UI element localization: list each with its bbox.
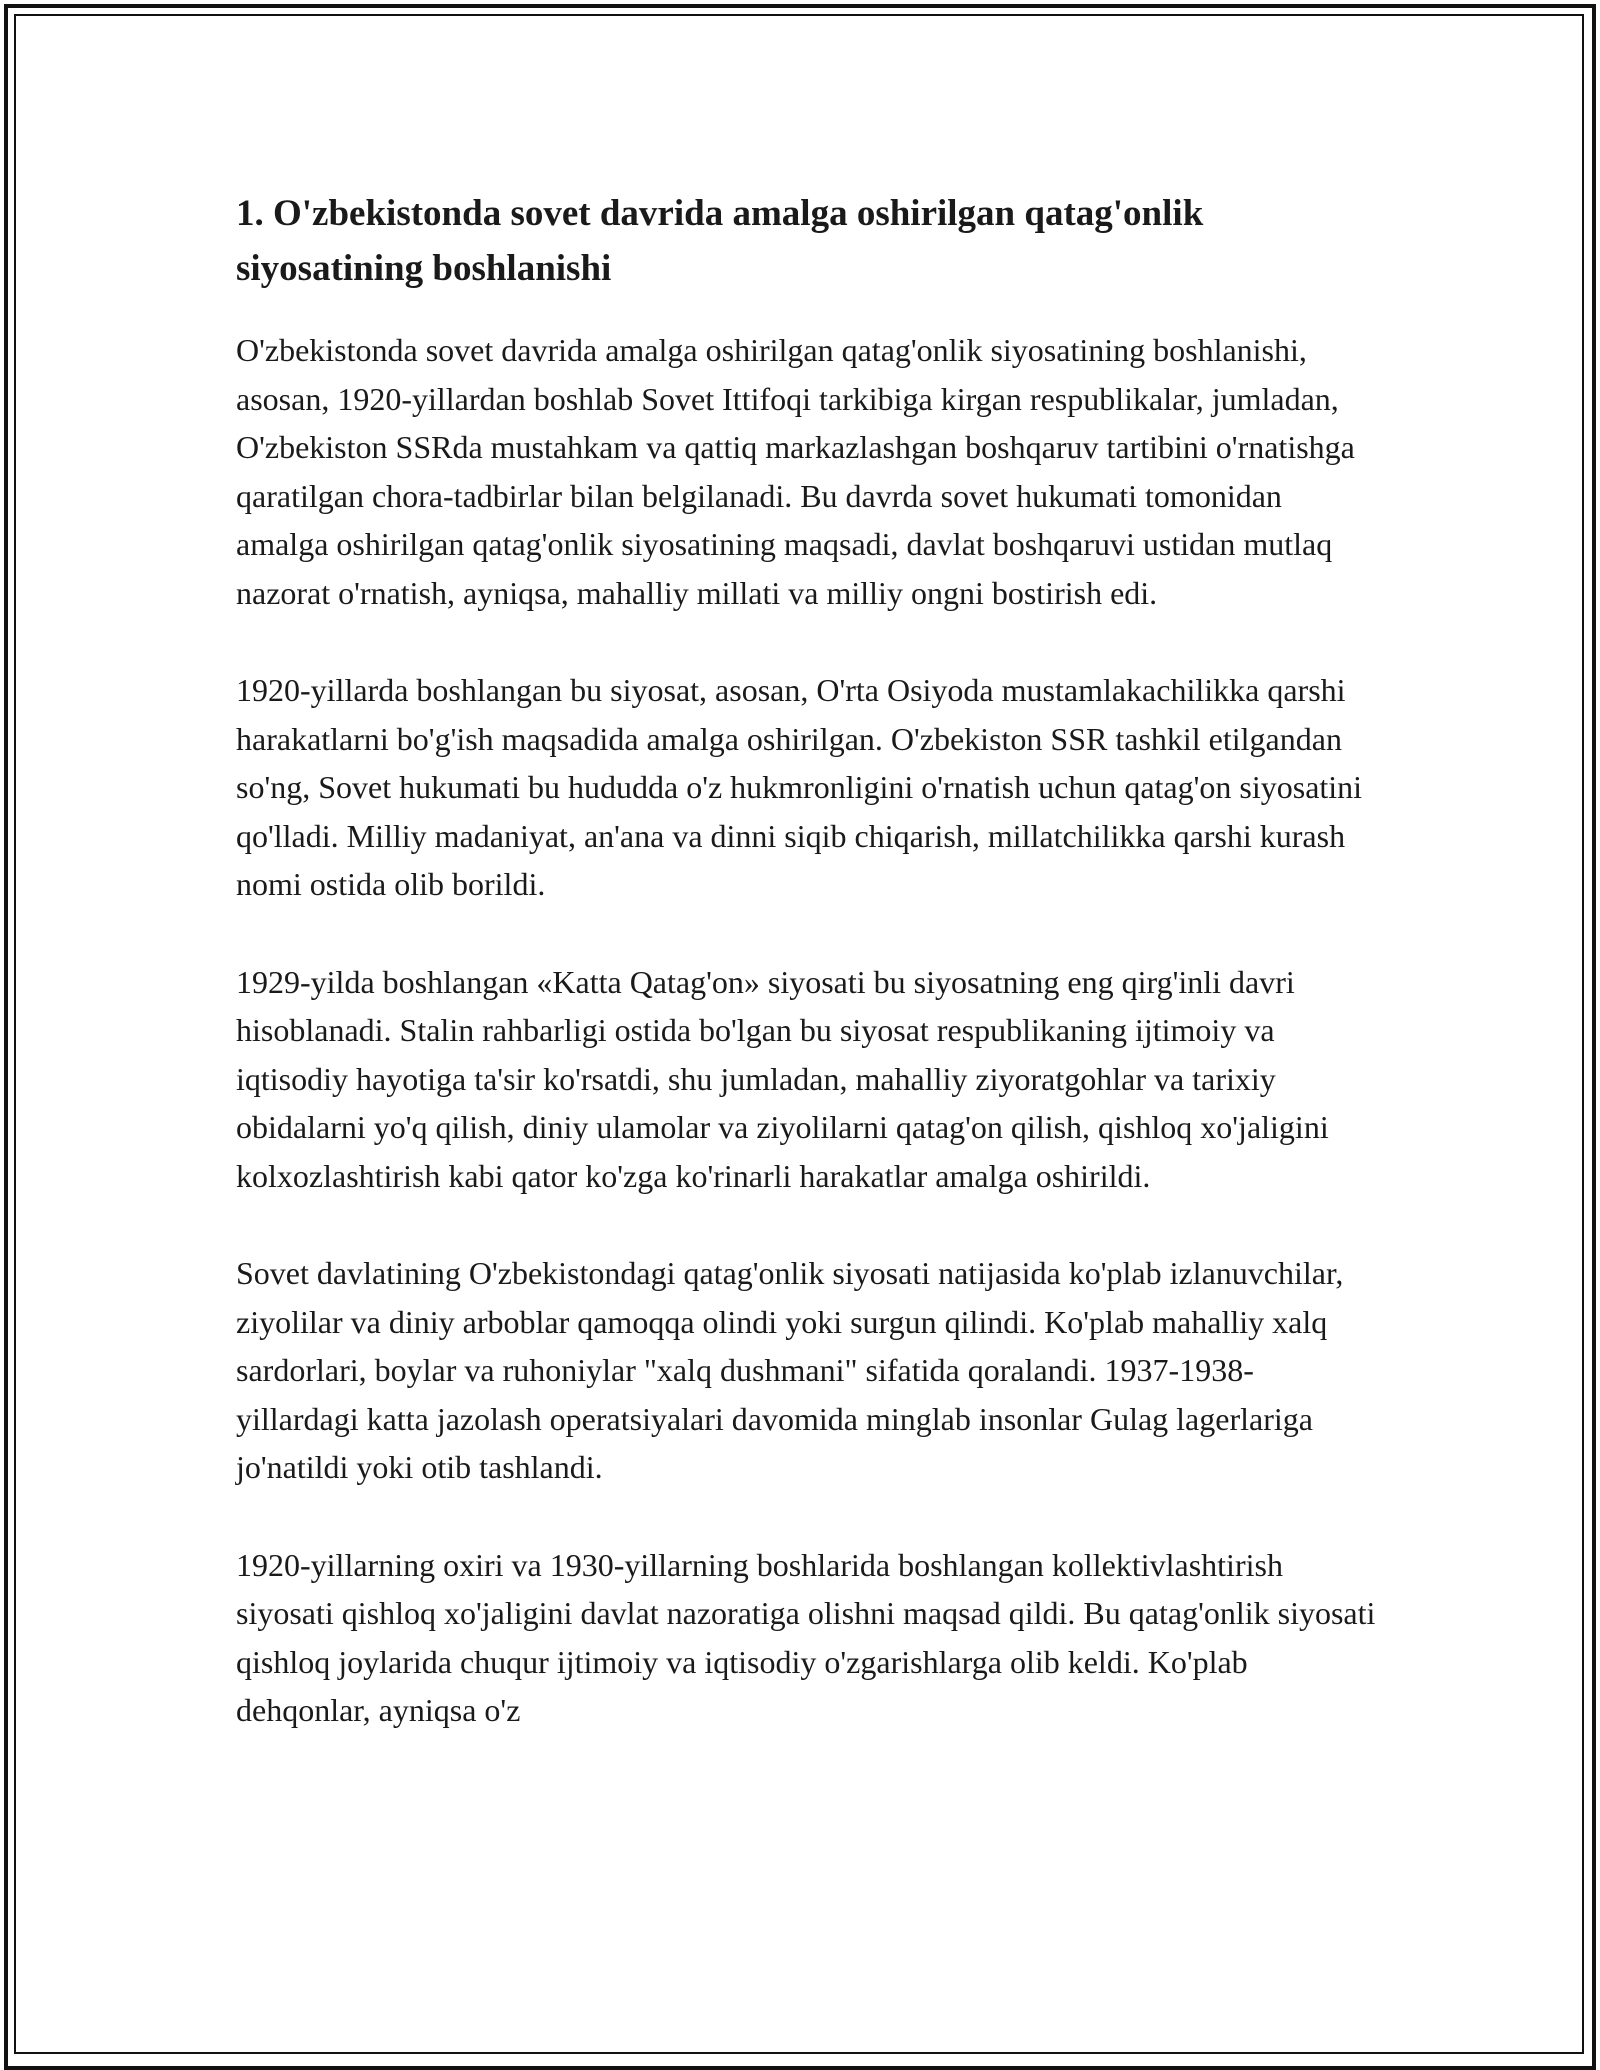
section-heading: 1. O'zbekistonda sovet davrida amalga oshirilgan qatag'onlik siyosatining boshlanishi — [236, 193, 1204, 289]
paragraph-4: Sovet davlatining O'zbekistondagi qatag'onlik siyosati natijasida ko'plab izlanuvchilar, ziyolilar va diniy arboblar qamoqqa olindi yoki surgun qilindi. Ko'plab mahalliy xalq sardorlari, boylar va ruhoniylar "xalq dushmani" sifatida qoralandi. 1937-1938-yillardagi katta jazolash operatsiyalari davomida minglab insonlar Gulag lagerlariga jo'natildi yoki otib tashlandi. — [236, 1255, 1344, 1485]
paragraph-5: 1920-yillarning oxiri va 1930-yillarning boshlarida boshlangan kollektivlashtirish siyosati qishloq xo'jaligini davlat nazoratiga olishni maqsad qildi. Bu qatag'onlik siyosati qishloq joylarida chuqur ijtimoiy va iqtisodiy o'zgarishlarga olib keldi. Ko'plab dehqonlar, ayniqsa o'z — [236, 1546, 1376, 1728]
paragraph-1: O'zbekistonda sovet davrida amalga oshirilgan qatag'onlik siyosatining boshlanishi, asosan, 1920-yillardan boshlab Sovet Ittifoqi tarkibiga kirgan respublikalar, jumladan, O'zbekiston SSRda mustahkam va qattiq markazlashgan boshqaruv tartibini o'rnatishga qaratilgan chora-tadbirlar bilan belgilanadi. Bu davrda sovet hukumati tomonidan amalga oshirilgan qatag'onlik siyosatining maqsadi, davlat boshqaruvi ustidan mutlaq nazorat o'rnatish, ayniqsa, mahalliy millati va milliy ongni bostirish edi. — [236, 332, 1355, 611]
paragraph-3: 1929-yilda boshlangan «Katta Qatag'on» siyosati bu siyosatning eng qirg'inli davri hisoblanadi. Stalin rahbarligi ostida bo'lgan bu siyosat respublikaning ijtimoiy va iqtisodiy hayotiga ta'sir ko'rsatdi, shu jumladan, mahalliy ziyoratgohlar va tarixiy obidalarni yo'q qilish, diniy ulamolar va ziyolilarni qatag'on qilish, qishloq xo'jaligini kolxozlashtirish kabi qator ko'zga ko'rinarli harakatlar amalga oshirildi. — [236, 963, 1329, 1194]
document-body — [236, 186, 1376, 1784]
paragraph-2: 1920-yillarda boshlangan bu siyosat, asosan, O'rta Osiyoda mustamlakachilikka qarshi harakatlarni bo'g'ish maqsadida amalga oshirilgan. O'zbekiston SSR tashkil etilgandan so'ng, Sovet hukumati bu hududda o'z hukmronligini o'rnatish uchun qatag'on siyosatini qo'lladi. Milliy madaniyat, an'ana va dinni siqib chiqarish, millatchilikka qarshi kurash nomi ostida olib borildi. — [236, 672, 1363, 902]
